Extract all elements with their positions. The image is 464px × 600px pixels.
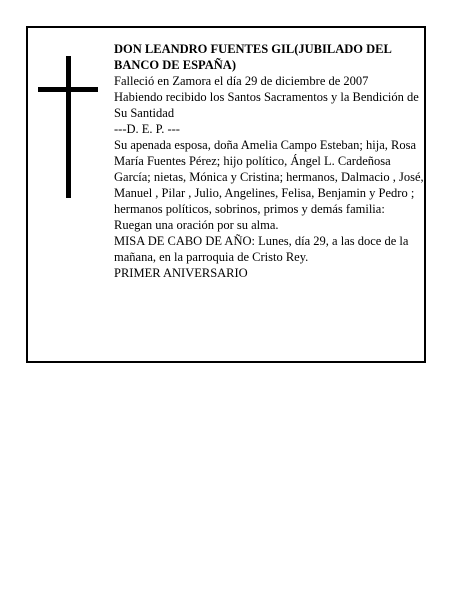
obituary-notice bbox=[26, 26, 426, 363]
cross-horizontal-bar bbox=[38, 87, 98, 92]
cross-vertical-bar bbox=[66, 56, 71, 198]
death-date-line: Falleció en Zamora el día 29 de diciembre de 2007 bbox=[114, 74, 369, 88]
rip-line: ---D. E. P. --- bbox=[114, 122, 180, 136]
notice-text bbox=[114, 41, 424, 281]
family-line: Su apenada esposa, doña Amelia Campo Esteban; hija, Rosa María Fuentes Pérez; hijo político, Ángel L. Cardeñosa García; nietas, Mónica y Cristina; hermanos, Dalmacio , José, Manuel , Pilar , Julio, Angelines, Felisa, Benjamin y Pedro ; hermanos políticos, sobrinos, primos y demás familia: bbox=[114, 138, 424, 216]
deceased-name-title: DON LEANDRO FUENTES GIL(JUBILADO DEL BANCO DE ESPAÑA) bbox=[114, 42, 392, 72]
mass-line: MISA DE CABO DE AÑO: Lunes, día 29, a las doce de la mañana, en la parroquia de Cristo Rey. bbox=[114, 234, 409, 264]
prayer-line: Ruegan una oración por su alma. bbox=[114, 218, 279, 232]
anniversary-line: PRIMER ANIVERSARIO bbox=[114, 266, 248, 280]
sacraments-line: Habiendo recibido los Santos Sacramentos y la Bendición de Su Santidad bbox=[114, 90, 419, 120]
